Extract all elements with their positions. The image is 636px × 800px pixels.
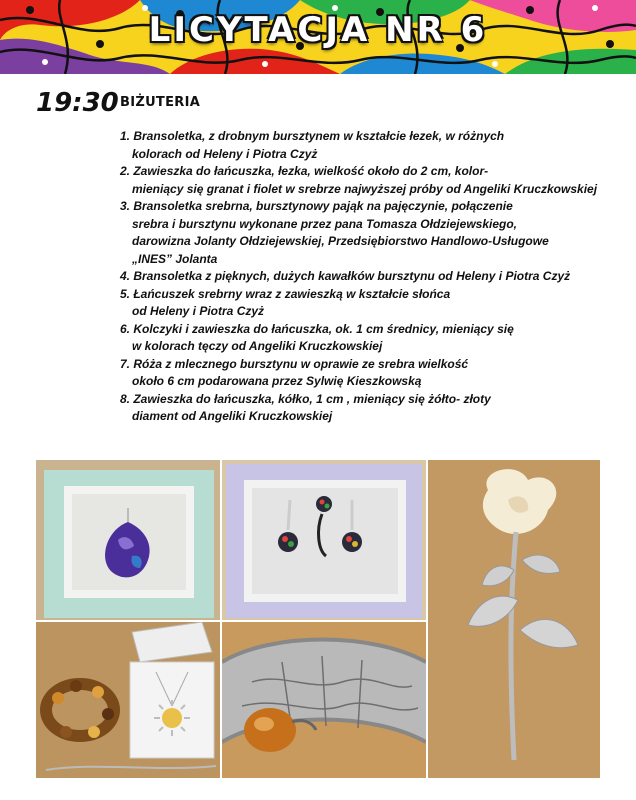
item-line: 7. Róża z mlecznego bursztynu w oprawie ze srebra wielkość [120, 356, 469, 371]
header-banner [0, 0, 636, 74]
item-line: „INES” Jolanta [132, 251, 218, 266]
item-list [120, 128, 620, 426]
banner-title: LICYTACJA NR 6 [148, 10, 488, 50]
item-line: 5. Łańcuszek srebrny wraz z zawieszką w kształcie słońca [120, 286, 451, 301]
list-item [120, 128, 620, 163]
item-line: srebra i bursztynu wykonane przez pana Tomasza Ołdziejewskiego, [132, 216, 518, 231]
item-line: od Heleny i Piotra Czyż [132, 304, 265, 318]
photo-rose-brooch [428, 460, 600, 778]
item-line: 1. Bransoletka, z drobnym bursztynem w kształcie łezek, w różnych [120, 129, 505, 143]
item-line: kolorach od Heleny i Piotra Czyż [132, 146, 318, 161]
list-item [120, 268, 620, 286]
item-line: mieniący się granat i fiolet w srebrze najwyższej próby od Angeliki Kruczkowskiej [132, 181, 598, 196]
item-line: 3. Bransoletka srebrna, bursztynowy pająk na pajęczynie, połączenie [120, 199, 513, 213]
item-line: około 6 cm podarowana przez Sylwię Kieszkowską [132, 374, 422, 388]
list-item [120, 356, 620, 391]
item-line: w kolorach tęczy od Angeliki Kruczkowskiej [132, 339, 383, 353]
list-item [120, 391, 620, 426]
photo-pendant-in-box [36, 460, 220, 620]
list-item [120, 198, 620, 268]
item-line: diament od Angeliki Kruczkowskiej [132, 409, 333, 423]
item-line: darowizna Jolanty Ołdziejewskiej, Przedsiębiorstwo Handlowo-Usługowe [132, 234, 549, 248]
item-line: 8. Zawieszka do łańcuszka, kółko, 1 cm , mieniący się żółto- złoty [120, 391, 491, 406]
item-line: 2. Zawieszka do łańcuszka, łezka, wielkość około do 2 cm, kolor- [120, 164, 489, 178]
section-title: BIŻUTERIA [120, 95, 201, 110]
photo-earrings-in-box [222, 460, 426, 620]
item-line: 6. Kolczyki i zawieszka do łańcuszka, ok. 1 cm średnicy, mieniący się [120, 321, 514, 336]
photo-amber-bracelet-sun-pendant [36, 622, 220, 778]
photo-silver-cuff-amber-spider [222, 622, 426, 778]
list-item [120, 286, 620, 321]
auction-time: 19:30 [36, 88, 119, 118]
list-item [120, 163, 620, 198]
photo-collage [36, 460, 600, 778]
item-line: 4. Bransoletka z pięknych, dużych kawałków bursztynu od Heleny i Piotra Czyż [120, 269, 571, 283]
list-item [120, 321, 620, 356]
